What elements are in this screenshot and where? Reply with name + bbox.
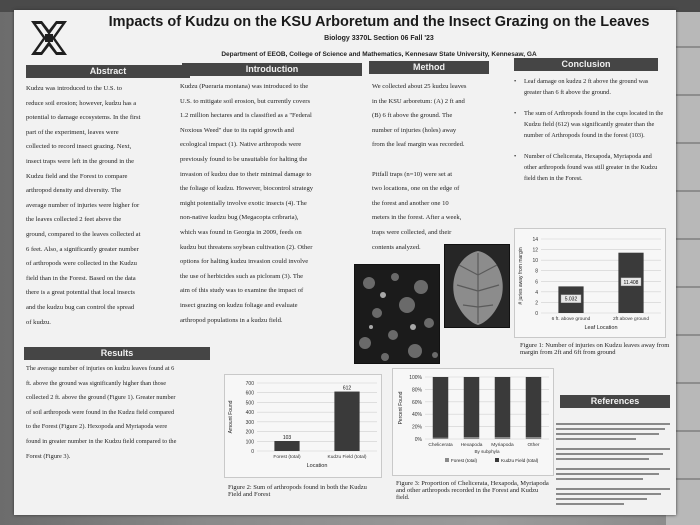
abstract-line: ground, compared to the leaves collected at xyxy=(26,230,141,238)
abstract-line: potential to damage ecosystems. In the first xyxy=(26,114,141,122)
x-axis-label: Leaf Location xyxy=(584,325,618,331)
introduction-line: U.S. to mitigate soil erosion, but currently covers xyxy=(180,97,311,105)
method-line: from the leaf margin was recorded. xyxy=(372,141,465,149)
poster-department: Department of EEOB, College of Science and Mathematics, Kennesaw State University, Kennesaw, GA xyxy=(221,51,537,58)
figure2-chart xyxy=(225,375,383,479)
legend-label: Kudzu Field (total) xyxy=(501,458,539,463)
y-tick-label: 500 xyxy=(245,400,254,407)
abstract-line: collected to record insect grazing. Next, xyxy=(26,143,132,151)
introduction-line: insect grazing on kudzu foliage and evaluate xyxy=(180,301,298,309)
introduction-line: which was found in Georgia in 2009, feeds on xyxy=(180,228,302,236)
abstract-line: 6 feet. Also, a significantly greater number xyxy=(26,245,139,253)
method-line: number of injuries (holes) away xyxy=(372,126,457,134)
x-tick-label: Kudzu Field (total) xyxy=(327,455,367,460)
introduction-line: arthropod populations in a kudzu field. xyxy=(180,316,283,324)
method-header: Method xyxy=(369,61,489,74)
references-header: References xyxy=(560,395,670,408)
conclusion-header: Conclusion xyxy=(514,58,658,71)
method-text xyxy=(372,80,496,255)
y-tick-label: 20% xyxy=(411,424,422,431)
introduction-line: the foliage of kudzu. However, biocontrol strategy xyxy=(180,185,314,193)
abstract-header: Abstract xyxy=(26,65,190,78)
bar-segment xyxy=(464,437,480,439)
figure3-caption: Figure 3: Proportion of Chelicerata, Hexapoda, Myriapoda and other arthropods recorded in the Forest and Kudzu field. xyxy=(396,480,549,501)
introduction-line: non-native kudzu bug (Megacopta cribraria), xyxy=(180,214,299,222)
method-line: in the KSU arboretum: (A) 2 ft and xyxy=(372,97,465,105)
bar-segment xyxy=(464,377,480,437)
method-line: meters in the forest. After a week, xyxy=(372,214,462,222)
bar xyxy=(274,441,299,451)
method-line: We collected about 25 kudzu leaves xyxy=(372,83,467,90)
data-label: 612 xyxy=(342,385,352,392)
research-poster xyxy=(14,10,676,515)
y-tick-label: 80% xyxy=(411,387,422,394)
figure3-chart-box xyxy=(392,368,554,476)
y-tick-label: 60% xyxy=(411,399,422,406)
y-axis-label: Percent Found xyxy=(398,391,404,425)
introduction-header: Introduction xyxy=(182,63,362,76)
bar-segment xyxy=(495,437,511,439)
legend-swatch xyxy=(495,458,499,462)
data-label: 11.408 xyxy=(623,279,639,286)
abstract-line: average number of injuries were higher for xyxy=(26,201,140,209)
x-tick-label: Hexapoda xyxy=(460,443,483,448)
y-tick-label: 700 xyxy=(245,381,254,387)
abstract-line: of kudzu. xyxy=(26,318,51,326)
introduction-line: invasion of kudzu due to their minimal damage to xyxy=(180,170,312,178)
y-tick-label: 6 xyxy=(535,279,538,286)
y-tick-label: 10 xyxy=(532,258,538,265)
legend-label: Forest (total) xyxy=(451,458,478,463)
bar-segment xyxy=(433,377,449,438)
ksu-logo xyxy=(28,18,70,58)
results-line: collected 2 ft. above the ground (Figure 1). Greater number xyxy=(26,394,176,402)
y-tick-label: 200 xyxy=(245,429,254,436)
introduction-line: options for halting kudzu invasion could involve xyxy=(180,258,309,266)
y-tick-label: 14 xyxy=(532,237,538,243)
y-tick-label: 600 xyxy=(245,390,254,397)
x-tick-label: Myriapoda xyxy=(491,443,514,448)
references-list xyxy=(556,420,670,505)
introduction-line: might potentially involve exotic insects (4). The xyxy=(180,199,307,207)
method-line: (B) 6 ft above the ground. The xyxy=(372,112,453,120)
bar-segment xyxy=(526,437,542,439)
abstract-line: arthropod density and diversity. The xyxy=(26,187,122,195)
x-tick-label: 2ft above ground xyxy=(612,317,650,322)
introduction-text xyxy=(180,80,358,328)
conclusion-item: • The sum of Arthropods found in the cups located in the Kudzu field (612) was significantly greater than the number of Arthropods found in the forest (103). xyxy=(514,108,664,141)
y-axis-label: Amount Found xyxy=(228,400,234,434)
poster-course: Biology 3370L Section 06 Fall '23 xyxy=(324,35,434,42)
introduction-line: Kudzu (Pueraria montana) was introduced to the xyxy=(180,83,309,90)
introduction-line: ecological impact (1). Native arthropods were xyxy=(180,141,302,149)
y-tick-label: 2 xyxy=(535,300,538,307)
introduction-line: previously found to be unsuitable for halting the xyxy=(180,155,308,163)
bar xyxy=(334,392,359,451)
y-tick-label: 40% xyxy=(411,412,422,419)
figure1-chart xyxy=(515,229,667,339)
y-tick-label: 4 xyxy=(535,289,538,296)
results-line: of soil arthropods were found in the Kudzu field compared xyxy=(26,408,175,416)
y-axis-label: # juries away from margin xyxy=(518,247,524,305)
y-tick-label: 400 xyxy=(245,410,254,417)
method-line: Pitfall traps (n=10) were set at xyxy=(372,170,453,178)
method-line: two locations, one on the edge of xyxy=(372,185,460,193)
x-tick-label: Chelicerata xyxy=(428,443,453,448)
results-text xyxy=(26,362,222,464)
conclusion-list xyxy=(514,76,664,194)
results-line: ft. above the ground was significantly higher than those xyxy=(26,379,167,387)
results-line: Forest (Figure 3). xyxy=(26,452,71,460)
results-line: to the Forest (Figure 2). Hexopoda and Myriapoda were xyxy=(26,423,168,431)
x-axis-label: By subphyla xyxy=(474,449,500,454)
method-line: the forest and another one 10 xyxy=(372,199,449,207)
abstract-line: the leaves collected 2 feet above the xyxy=(26,216,122,224)
bar-segment xyxy=(433,438,449,439)
bar-segment xyxy=(495,377,511,437)
y-tick-label: 300 xyxy=(245,419,254,426)
y-tick-label: 0% xyxy=(414,437,422,443)
figure1-chart-box xyxy=(514,228,666,338)
x-tick-label: 6 ft. above ground xyxy=(551,317,591,322)
figure2-caption: Figure 2: Sum of arthropods found in both the Kudzu Field and Forest xyxy=(228,484,367,498)
kudzu-leaf-photo xyxy=(444,244,510,328)
y-tick-label: 0 xyxy=(251,449,254,455)
abstract-line: Kudzu was introduced to the U.S. to xyxy=(26,85,122,92)
conclusion-item: • Leaf damage on kudzu 2 ft above the ground was greater than 6 ft above the ground. xyxy=(514,76,664,98)
introduction-line: kudzu but threatens soybean cultivation (2). Other xyxy=(180,243,313,251)
abstract-line: Kudzu field and the Forest to compare xyxy=(26,172,128,180)
method-line xyxy=(372,153,496,168)
results-header: Results xyxy=(24,347,210,360)
abstract-line: field than in the Forest. Based on the data xyxy=(26,274,136,282)
introduction-line: the use of herbicides such as picloram (3). The xyxy=(180,272,304,280)
x-tick-label: Forest (total) xyxy=(273,455,301,460)
x-tick-label: Other xyxy=(527,443,540,448)
poster-title: Impacts of Kudzu on the KSU Arboretum and the Insect Grazing on the Leaves xyxy=(108,14,650,30)
y-tick-label: 12 xyxy=(532,247,538,254)
data-label: 5.032 xyxy=(564,296,578,303)
results-line: found in greater number in the Kudzu field compared to the xyxy=(26,437,177,445)
abstract-text xyxy=(26,82,178,330)
x-axis-label: Location xyxy=(306,463,328,469)
abstract-line: reduce soil erosion; however, kudzu has a xyxy=(26,99,137,107)
introduction-line: Noxious Weed" due to its rapid growth and xyxy=(180,126,294,134)
legend-swatch xyxy=(445,458,449,462)
data-label: 103 xyxy=(282,434,292,441)
abstract-line: part of the experiment, leaves were xyxy=(26,128,119,136)
y-tick-label: 100% xyxy=(409,375,422,381)
introduction-line: aim of this study was to examine the impact of xyxy=(180,287,304,295)
conclusion-item: • Number of Chelicerata, Hexapoda, Myriapoda and other arthropods found was still greater in the Kudzu field then in the Forest. xyxy=(514,151,664,184)
kudzu-field-photo xyxy=(354,264,440,364)
introduction-line: 1.2 million hectares and is classified as a "Federal xyxy=(180,112,312,120)
abstract-line: of arthropods were collected in the Kudzu xyxy=(26,260,137,268)
bar-segment xyxy=(526,377,542,437)
method-line: contents analyzed. xyxy=(372,243,421,251)
y-tick-label: 100 xyxy=(245,439,254,446)
abstract-line: and the kudzu bug can control the spread xyxy=(26,303,135,311)
abstract-line: there is a great potential that local insects xyxy=(26,289,135,297)
y-tick-label: 0 xyxy=(535,311,538,317)
figure1-caption: Figure 1: Number of injuries on Kudzu leaves away from margin from 2ft and 6ft from ground xyxy=(520,342,670,356)
abstract-line: insect traps were left in the ground in the xyxy=(26,157,135,165)
y-tick-label: 8 xyxy=(535,268,538,275)
figure2-chart-box xyxy=(224,374,382,478)
figure3-chart xyxy=(393,369,555,477)
method-line: traps were collected, and their xyxy=(372,228,452,236)
results-line: The average number of injuries on kudzu leaves found at 6 xyxy=(26,365,175,372)
